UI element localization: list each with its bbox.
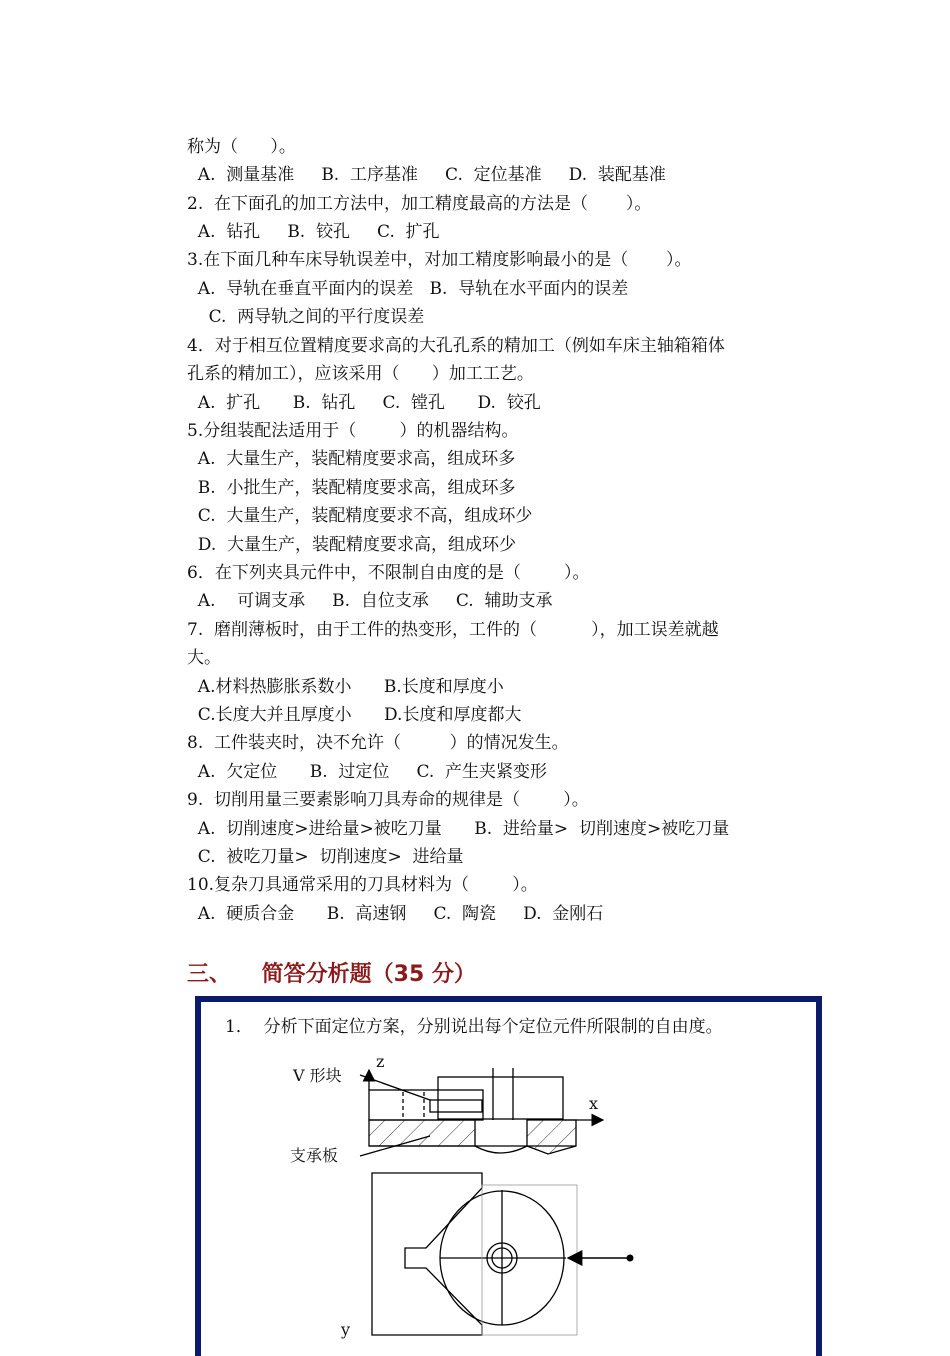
text-line: 7. 磨削薄板时，由于工件的热变形，工件的（ ），加工误差就越 (187, 620, 719, 640)
text-line: A. 钻孔 B. 铰孔 C. 扩孔 (187, 222, 440, 242)
text-line: 8. 工件装夹时，决不允许（ ）的情况发生。 (187, 733, 569, 753)
text-line: 3.在下面几种车床导轨误差中，对加工精度影响最小的是（ ）。 (187, 250, 692, 270)
text-line: A. 欠定位 B. 过定位 C. 产生夹紧变形 (187, 762, 548, 782)
text-line: C. 被吃刀量> 切削速度> 进给量 (187, 847, 464, 867)
text-line: C. 两导轨之间的平行度误差 (187, 307, 425, 327)
text-line: 5.分组装配法适用于（ ）的机器结构。 (187, 421, 519, 441)
question-1-text: 1． 分析下面定位方案，分别说出每个定位元件所限制的自由度。 (225, 1017, 723, 1037)
text-line: C.长度大并且厚度小 D.长度和厚度都大 (187, 705, 522, 725)
text-line: 孔系的精加工），应该采用（ ）加工工艺。 (187, 364, 534, 384)
text-line: A. 大量生产，装配精度要求高，组成环多 (187, 449, 516, 469)
text-line: A.材料热膨胀系数小 B.长度和厚度小 (187, 677, 504, 697)
text-line: 9. 切削用量三要素影响刀具寿命的规律是（ ）。 (187, 790, 589, 810)
axis-y-label: y (341, 1320, 351, 1339)
text-line: A. 扩孔 B. 钻孔 C. 镗孔 D. 铰孔 (187, 393, 541, 413)
section-heading: 三、 简答分析题（35 分） (187, 962, 476, 987)
text-line: C. 大量生产，装配精度要求不高，组成环少 (187, 506, 533, 526)
text-line: 称为（ ）。 (187, 137, 296, 157)
text-line: D. 大量生产，装配精度要求高，组成环少 (187, 535, 517, 555)
text-line: 大。 (187, 648, 221, 668)
text-line: A. 硬质合金 B. 高速钢 C. 陶瓷 D. 金刚石 (187, 904, 604, 924)
text-line: 10.复杂刀具通常采用的刀具材料为（ ）。 (187, 875, 538, 895)
text-line: 4．对于相互位置精度要求高的大孔孔系的精加工（例如车床主轴箱箱体 (187, 336, 725, 356)
text-line: 2. 在下面孔的加工方法中，加工精度最高的方法是（ ）。 (187, 194, 652, 214)
text-line: A. 切削速度>进给量>被吃刀量 B. 进给量> 切削速度>被吃刀量 (187, 819, 730, 839)
axis-x-label: x (589, 1094, 599, 1113)
text-line: A. 导轨在垂直平面内的误差 B. 导轨在水平面内的误差 (187, 279, 629, 299)
axis-z-label: z (376, 1052, 385, 1071)
text-line: A. 可调支承 B. 自位支承 C. 辅助支承 (187, 591, 553, 611)
support-plate-label: 支承板 (290, 1146, 339, 1165)
text-line: B. 小批生产，装配精度要求高，组成环多 (187, 478, 516, 498)
text-line: 6．在下列夹具元件中，不限制自由度的是（ ）。 (187, 563, 590, 583)
text-line: A. 测量基准 B. 工序基准 C. 定位基准 D. 装配基准 (187, 165, 666, 185)
v-block-label: V 形块 (293, 1066, 342, 1085)
